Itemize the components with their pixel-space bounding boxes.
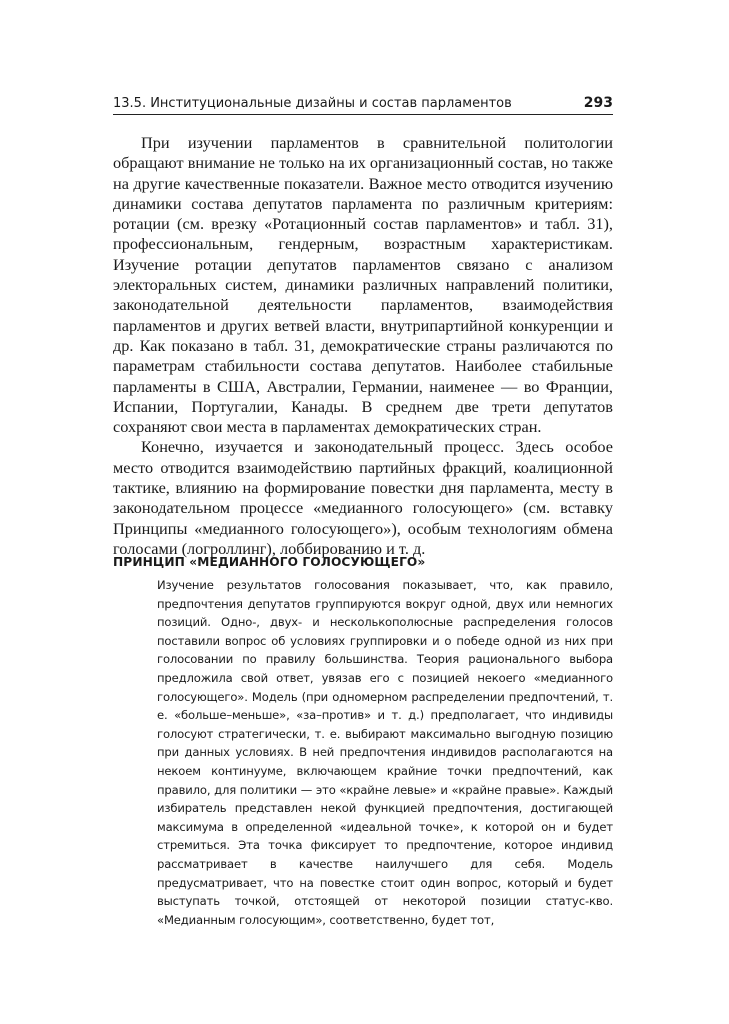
- box-text: [157, 576, 613, 929]
- paragraph: При изучении парламентов в сравнительной политологии обращают внимание не только на их организационный состав, но также на другие качественные показатели. Важное место отводится изучению динамики состава депутатов парламента по различным критериям: ротации (см. врезку «Ротационный состав парламентов» и табл. 31), профессиональным, гендерным, возрастным характеристикам. Изучение ротации депутатов парламентов связано с анализом электоральных систем, динамики различных направлений политики, законодательной деятельности парламентов, взаимодействия парламентов и других ветвей власти, внутрипартийной конкуренции и др. Как показано в табл. 31, демократические страны различаются по параметрам стабильности состава депутатов. Наиболее стабильные парламенты в США, Австралии, Германии, наименее — во Франции, Испании, Португалии, Канады. В среднем две трети депутатов сохраняют свои места в парламентах демократических стран.: [113, 133, 613, 437]
- paragraph: Конечно, изучается и законодательный процесс. Здесь особое место отводится взаимодействию партийных фракций, коалиционной тактике, влиянию на формирование повестки дня парламента, месту в законодательном процессе «медианного голосующего» (см. вставку Принципы «медианного голосующего»), особым технологиям обмена голосами (логроллинг), лоббированию и т. д.: [113, 437, 613, 558]
- running-header: [113, 96, 613, 115]
- running-title: 13.5. Институциональные дизайны и состав парламентов: [113, 96, 512, 111]
- box-title: ПРИНЦИП «МЕДИАННОГО ГОЛОСУЮЩЕГО»: [113, 555, 426, 569]
- page-number: 293: [583, 95, 613, 111]
- main-text: [113, 133, 613, 559]
- box-paragraph: Изучение результатов голосования показывает, что, как правило, предпочтения депутатов группируются вокруг одной, двух или немногих позиций. Одно-, двух- и несколькополюсные распределения голосов поставили вопрос об условиях группировки и о победе одной из них при голосовании по правилу большинства. Теория рационального выбора предложила свой ответ, увязав его с позицией некоего «медианного голосующего». Модель (при одномерном распределении предпочтений, т. е. «больше–меньше», «за–против» и т. д.) предполагает, что индивиды голосуют стратегически, т. е. выбирают максимально выгодную позицию при данных условиях. В ней предпочтения индивидов располагаются на некоем континууме, включающем крайние точки предпочтений, как правило, для политики — это «крайне левые» и «крайне правые». Каждый избиратель представлен некой функцией предпочтения, достигающей максимума в определенной «идеальной точке», к которой он и будет стремиться. Эта точка фиксирует то предпочтение, которое индивид рассматривает в качестве наилучшего для себя. Модель предусматривает, что на повестке стоит один вопрос, который и будет выступать точкой, отстоящей от некоторой позиции статус-кво. «Медианным голосующим», соответственно, будет тот,: [157, 578, 613, 927]
